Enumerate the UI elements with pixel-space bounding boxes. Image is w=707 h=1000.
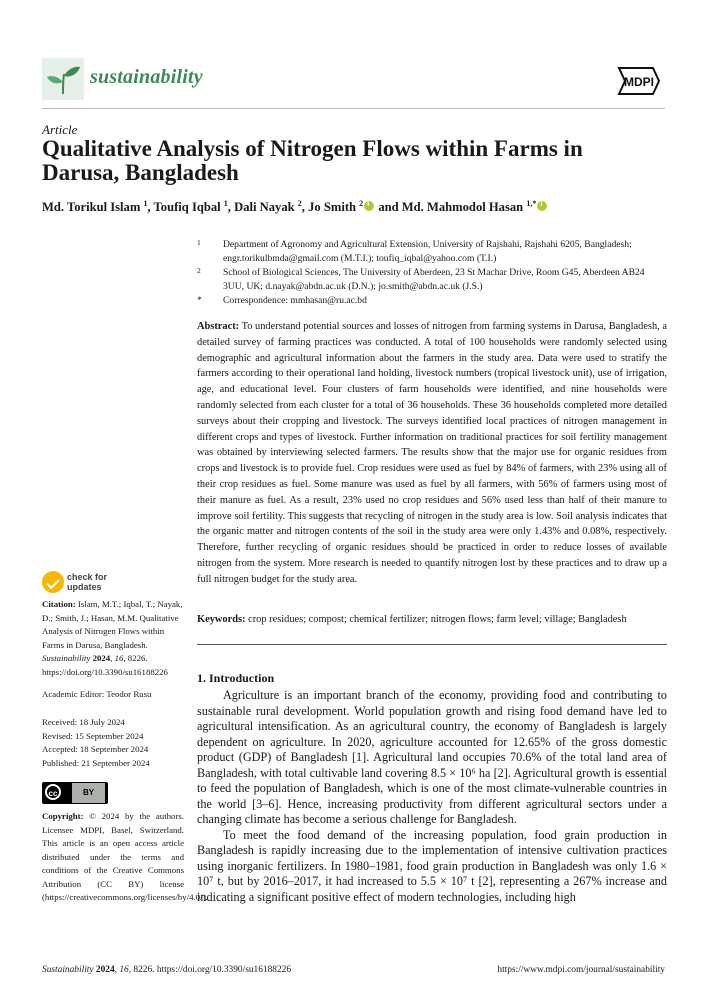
footer-journal: Sustainability: [42, 965, 94, 975]
author-name: and Md. Mahmodol Hasan: [375, 200, 527, 215]
date-received: Received: 18 July 2024: [42, 717, 125, 727]
paragraph: To meet the food demand of the increasing population, food grain production in Bangladesh is rapidly increasing due to the implementation of intensive cultivation practices using inorganic fertilizers. In 1980–1981, food grain production in Bangladesh was only 1.6 × 10⁷ t, but by 2016–2017, it had increased to 5.5 × 10⁷ t [2], representing a 267% increase and indicating a significant positive effect of modern technologies, including high: [197, 827, 667, 904]
journal-name[interactable]: sustainability: [90, 66, 203, 88]
citation-block: [42, 598, 186, 679]
orcid-icon[interactable]: [364, 201, 374, 211]
author-name: , Dali Nayak: [227, 200, 298, 215]
orcid-icon[interactable]: [537, 201, 547, 211]
copyright-notice: [42, 810, 208, 905]
academic-editor: Academic Editor: Teodor Rusu: [42, 689, 152, 699]
date-published: Published: 21 September 2024: [42, 757, 150, 768]
copyright-text: © 2024 by the authors. Licensee MDPI, Basel, Switzerland. This article is an open access article distributed under the terms and conditions of the Creative Commons Attribution (CC BY) license (https://creativecommons.org/licenses/by/4.0/).: [42, 811, 208, 902]
keywords-text: crop residues; compost; chemical fertilizer; nitrogen flows; farm level; village; Bangladesh: [248, 614, 627, 625]
abstract-text: To understand potential sources and losses of nitrogen from farming systems in Darusa, Bangladesh, a detailed survey of farming practices was conducted. A total of 100 households were randomly selected using demographic and agricultural information about the farmers in the study area. Data were used to stratify the farmers according to their operational land holding, livestock numbers (tropical livestock unit), use of irrigation, age, and educational level. Four clusters of farm households were identified, and nine households were randomly selected from each cluster for a total of 36 households. These 36 households completed more detailed surveys about their cropping and livestock. The surveys identified local practices of nitrogen management in different crops and types of livestock. Further information on traditional practices for soil fertility management was obtained by interviewing selected farmers. The results show that the major use for organic residues from crops and livestock is to provide fuel. Crop residues were used as fuel by 84% of farmers, with 23% using all of their crop residues as fuel. Some manure was used as fuel by all farmers, with 56% of farmers using most of their manure as fuel. As a result, 23% used no crop residues and 56% used less than half of their manure to improve soil fertility. This suggests that recycling of nitrogen in the study area is low. Soil analysis indicates that the organic matter and nitrogen contents of the soil in the study area were only 1.43% and 0.08%, respectively. Therefore, further recycling of organic residues should be practiced in order to reduce losses of available nitrogen from the system. More research is needed to quantify nitrogen lost by these practices and to draw up a full nitrogen budget for the study area.: [197, 321, 667, 585]
affiliation-item: [197, 238, 667, 266]
mdpi-logo[interactable]: [615, 64, 661, 98]
keywords-divider: [197, 644, 667, 645]
affiliation-text: School of Biological Sciences, The University of Aberdeen, 23 St Machar Drive, Room G45, Aberdeen AB24 3UU, UK; d.nayak@abdn.ac.uk (D.N.); jo.smith@abdn.ac.uk (J.S.): [223, 267, 645, 292]
author-list: [42, 199, 662, 215]
abstract: [197, 319, 667, 588]
affiliations: [197, 238, 667, 308]
citation-volume: , 16: [110, 653, 124, 663]
author-affil-mark: 1,*: [526, 199, 537, 208]
checkmark-icon: [42, 571, 64, 593]
check-updates-line: updates: [67, 582, 102, 592]
mdpi-logo-text: MDPI: [624, 75, 654, 89]
author-affil-mark: 1: [223, 199, 228, 208]
header-divider: [42, 108, 665, 109]
keywords-label: Keywords:: [197, 614, 246, 625]
keywords: [197, 612, 667, 628]
leaf-sprout-icon: [42, 58, 84, 100]
affiliation-item: [197, 294, 667, 308]
publication-dates: [42, 716, 186, 770]
body-text: [197, 688, 667, 905]
by-icon: BY: [72, 783, 105, 803]
citation-year: 2024: [90, 653, 111, 663]
affiliation-mark: 2: [197, 266, 201, 275]
citation-label: Citation:: [42, 599, 76, 609]
article-title: Qualitative Analysis of Nitrogen Flows within Farms in Darusa, Bangladesh: [42, 136, 583, 185]
affiliation-item: [197, 266, 667, 294]
cc-by-license-badge[interactable]: [42, 782, 108, 804]
check-updates-line: check for: [67, 572, 108, 582]
author-name: Md. Torikul Islam: [42, 200, 144, 215]
footer-volume: , 16: [114, 965, 129, 975]
footer-doi[interactable]: , 8226. https://doi.org/10.3390/su16188226: [128, 965, 292, 975]
check-for-updates-button[interactable]: [42, 571, 152, 595]
citation-journal: Sustainability: [42, 653, 91, 663]
citation-text: Islam, M.T.; Iqbal, T.; Nayak, D.; Smith, J.; Hasan, M.M. Qualitative Analysis of Nitrogen Flows within Farms in Darusa, Bangladesh.: [42, 599, 183, 650]
author-affil-mark: 2: [359, 199, 364, 208]
cc-icon: cc: [45, 784, 61, 800]
footer-citation: [42, 965, 291, 975]
citation-doi[interactable]: , 8226. https://doi.org/10.3390/su16188226: [42, 653, 168, 677]
affiliation-mark: 1: [197, 238, 201, 247]
date-revised: Revised: 15 September 2024: [42, 730, 144, 741]
paragraph: Agriculture is an important branch of the economy, providing food and contributing to sustainable rural development. World population growth and rising food demand have led to agricultural intensification. As an agricultural country, the economy of Bangladesh is largely dependent on agriculture. In 2020, agriculture accounted for 12.65% of the gross domestic product (GDP) of Bangladesh [1]. Agricultural land occupies 70.6% of the total land area of Bangladesh, with total cultivable land covering 8.5 × 10⁶ ha [2]. Agricultural growth is essential to feed the population of Bangladesh, which is one of the most climate-vulnerable countries in the world [3–6]. Hence, increasing productivity from different agricultural sectors under a changing climate has become a serious challenge for Bangladesh.: [197, 688, 667, 826]
copyright-label: Copyright:: [42, 811, 84, 821]
author-affil-mark: 1: [143, 199, 148, 208]
footer-year: 2024: [93, 965, 115, 975]
date-accepted: Accepted: 18 September 2024: [42, 744, 149, 754]
section-heading: 1. Introduction: [197, 671, 275, 685]
author-name: , Toufiq Iqbal: [147, 200, 224, 215]
affiliation-mark: *: [197, 295, 202, 306]
affiliation-text: Department of Agronomy and Agricultural Extension, University of Rajshahi, Rajshahi 6205, Bangladesh; engr.torikulbmda@gmail.com (M.T.I.); toufiq_iqbal@yahoo.com (T.I.): [223, 239, 632, 264]
author-name: , Jo Smith: [301, 200, 360, 215]
footer-journal-url[interactable]: https://www.mdpi.com/journal/sustainability: [497, 965, 665, 975]
correspondence-text: Correspondence: mmhasan@ru.ac.bd: [223, 295, 367, 306]
article-type: Article: [42, 122, 78, 137]
author-affil-mark: 2: [297, 199, 302, 208]
abstract-label: Abstract:: [197, 321, 240, 332]
